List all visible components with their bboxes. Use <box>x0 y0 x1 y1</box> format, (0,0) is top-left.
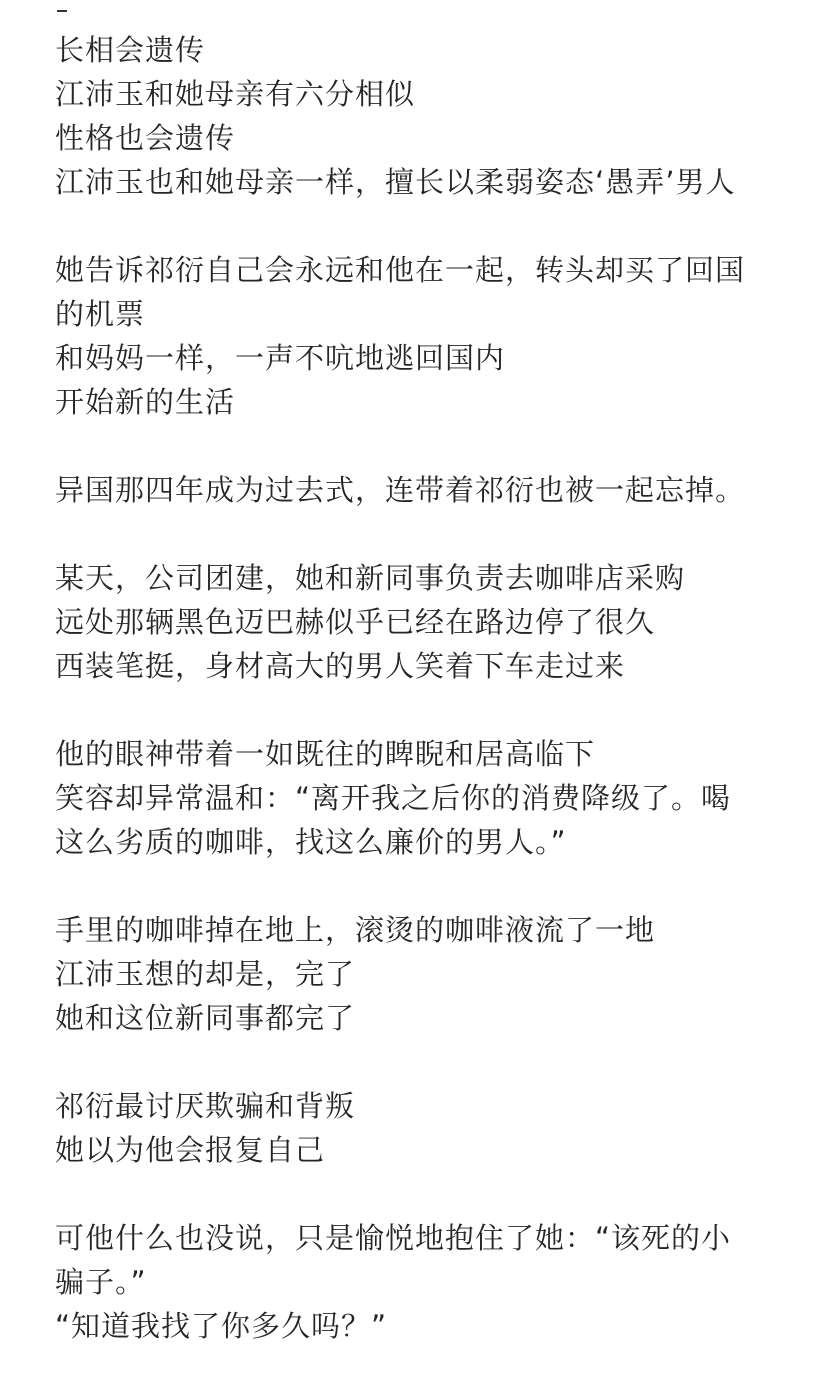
text-line: 开始新的生活 <box>55 385 236 419</box>
text-line: 远处那辆黑色迈巴赫似乎已经在路边停了很久 <box>55 605 656 639</box>
text-line: 可他什么也没说，只是愉悦地抱住了她：“该死的小 <box>55 1221 732 1255</box>
paragraph <box>55 468 775 512</box>
text-line: 江沛玉和她母亲有六分相似 <box>55 77 416 111</box>
text-line: 笑容却异常温和：“离开我之后你的消费降级了。喝 <box>55 781 732 815</box>
text-line: 她以为他会报复自己 <box>55 1133 326 1167</box>
paragraph <box>55 248 775 424</box>
text-line: 她和这位新同事都完了 <box>55 1001 356 1035</box>
text-line: 手里的咖啡掉在地上，滚烫的咖啡液流了一地 <box>55 913 656 947</box>
text-line: 江沛玉也和她母亲一样，擅长以柔弱姿态‘愚弄’男人 <box>55 165 736 199</box>
text-line: 异国那四年成为过去式，连带着祁衍也被一起忘掉。 <box>55 473 746 507</box>
text-line: 这么劣质的咖啡，找这么廉价的男人。” <box>55 825 567 859</box>
paragraph <box>55 1216 775 1348</box>
text-line: 祁衍最讨厌欺骗和背叛 <box>55 1089 356 1123</box>
text-line: 他的眼神带着一如既往的睥睨和居高临下 <box>55 737 596 771</box>
text-line: “知道我找了你多久吗？” <box>55 1309 388 1343</box>
paragraph <box>55 28 775 204</box>
document-body <box>55 0 775 1392</box>
paragraph <box>55 732 775 864</box>
paragraph <box>55 1084 775 1172</box>
text-line: 和妈妈一样，一声不吭地逃回国内 <box>55 341 506 375</box>
text-line: 西装笔挺，身材高大的男人笑着下车走过来 <box>55 649 626 683</box>
text-line: 性格也会遗传 <box>55 121 236 155</box>
text-line: 江沛玉想的却是，完了 <box>55 957 356 991</box>
text-line: 的机票 <box>55 297 146 331</box>
paragraph <box>55 908 775 1040</box>
text-line: 长相会遗传 <box>55 33 206 67</box>
text-line: 骗子。” <box>55 1265 147 1299</box>
top-dash-mark <box>57 0 67 12</box>
text-line: 某天，公司团建，她和新同事负责去咖啡店采购 <box>55 561 686 595</box>
paragraph <box>55 556 775 688</box>
text-line: 她告诉祁衍自己会永远和他在一起，转头却买了回国 <box>55 253 746 287</box>
